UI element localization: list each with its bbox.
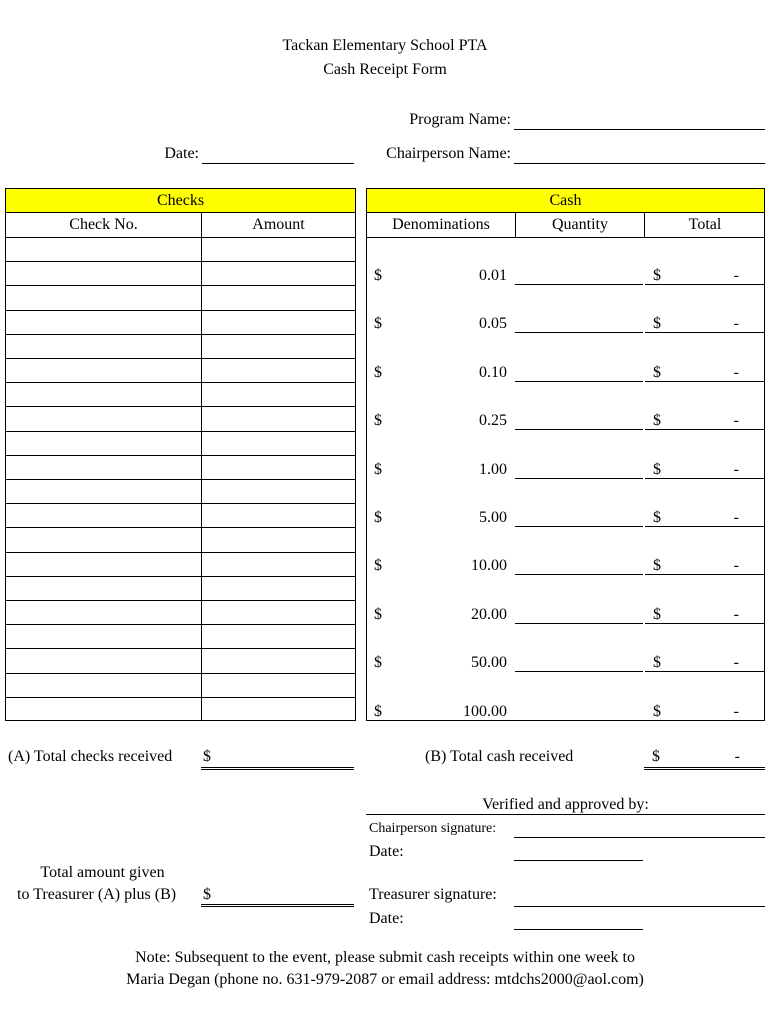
check-amount-cell[interactable]: [202, 455, 355, 479]
check-no-cell[interactable]: [6, 382, 201, 406]
denomination-value: 0.10: [479, 363, 507, 381]
check-amount-cell[interactable]: [202, 624, 355, 648]
cash-header: Cash: [367, 189, 764, 213]
quantity-field[interactable]: [515, 526, 643, 527]
denomination-currency: $: [374, 412, 382, 430]
treasurer-total-field[interactable]: [201, 904, 354, 907]
check-no-cell[interactable]: [6, 358, 201, 382]
chair-date-field[interactable]: [514, 860, 643, 861]
denomination-currency: $: [374, 557, 382, 575]
check-no-cell[interactable]: [6, 334, 201, 358]
check-no-cell[interactable]: [6, 552, 201, 576]
check-no-cell[interactable]: [6, 503, 201, 527]
check-no-cell[interactable]: [6, 576, 201, 600]
denomination-value: 100.00: [463, 702, 507, 720]
total-currency: $: [653, 267, 661, 284]
total-checks-currency: $: [203, 748, 211, 765]
check-no-cell[interactable]: [6, 697, 201, 721]
chair-signature-field[interactable]: [514, 837, 765, 838]
cash-header-rule: [367, 237, 764, 238]
check-amount-cell[interactable]: [202, 261, 355, 285]
check-no-cell[interactable]: [6, 624, 201, 648]
check-amount-cell[interactable]: [202, 576, 355, 600]
quantity-field[interactable]: [515, 429, 643, 430]
total-cash-label: (B) Total cash received: [425, 748, 574, 765]
total-value: -: [733, 267, 739, 284]
check-amount-cell[interactable]: [202, 382, 355, 406]
check-no-cell[interactable]: [6, 455, 201, 479]
check-amount-cell[interactable]: [202, 552, 355, 576]
quantity-field[interactable]: [515, 574, 643, 575]
treasurer-signature-field[interactable]: [514, 906, 765, 907]
school-title: Tackan Elementary School PTA: [282, 37, 488, 54]
program-name-label: Program Name:: [409, 111, 511, 128]
total-value: -: [733, 702, 739, 720]
cash-row: [367, 554, 764, 578]
check-amount-cell[interactable]: [202, 334, 355, 358]
total-value: -: [733, 557, 739, 575]
total-header: Total: [688, 216, 722, 233]
denomination-currency: $: [374, 460, 382, 478]
checks-header: Checks: [6, 189, 355, 213]
total-currency: $: [653, 605, 661, 623]
cash-table: [366, 188, 765, 721]
treasurer-date-field[interactable]: [514, 929, 643, 930]
denomination-value: 1.00: [479, 460, 507, 478]
check-no-cell[interactable]: [6, 479, 201, 503]
denomination-currency: $: [374, 315, 382, 333]
cash-col-divider-1: [515, 213, 516, 237]
total-cash-value: -: [734, 748, 740, 765]
denomination-value: 0.25: [479, 412, 507, 430]
chairperson-name-label: Chairperson Name:: [386, 145, 511, 162]
total-value: -: [733, 315, 739, 333]
verified-heading: Verified and approved by:: [482, 796, 649, 813]
treasurer-total-currency: $: [203, 886, 211, 903]
check-amount-cell[interactable]: [202, 431, 355, 455]
cash-row: [367, 409, 764, 433]
denomination-value: 10.00: [471, 557, 507, 575]
check-amount-cell[interactable]: [202, 479, 355, 503]
denominations-header: Denominations: [392, 216, 490, 233]
treasurer-total-line2: to Treasurer (A) plus (B): [17, 886, 177, 903]
total-currency: $: [653, 460, 661, 478]
program-name-field[interactable]: [514, 129, 765, 130]
check-no-cell[interactable]: [6, 237, 201, 261]
cash-row: [367, 458, 764, 482]
quantity-field[interactable]: [515, 332, 643, 333]
total-value: -: [733, 363, 739, 381]
check-amount-cell[interactable]: [202, 697, 355, 721]
check-no-cell[interactable]: [6, 673, 201, 697]
cash-row: [367, 361, 764, 385]
denomination-value: 0.05: [479, 315, 507, 333]
total-value: -: [733, 412, 739, 430]
total-cash-field[interactable]: [644, 767, 765, 770]
note-line-2: Maria Degan (phone no. 631-979-2087 or email address: mtdchs2000@aol.com): [126, 971, 644, 988]
check-no-cell[interactable]: [6, 648, 201, 672]
date-field[interactable]: [202, 163, 354, 164]
denomination-currency: $: [374, 509, 382, 526]
check-no-cell[interactable]: [6, 527, 201, 551]
total-value: -: [733, 509, 739, 526]
note-line-1: Note: Subsequent to the event, please submit cash receipts within one week to: [135, 949, 635, 966]
denomination-value: 50.00: [471, 654, 507, 672]
total-checks-label: (A) Total checks received: [8, 748, 173, 765]
chair-signature-label: Chairperson signature:: [369, 821, 497, 836]
total-currency: $: [653, 557, 661, 575]
check-no-cell[interactable]: [6, 285, 201, 309]
verified-rule: [366, 814, 765, 815]
chair-date-label: Date:: [369, 843, 404, 860]
cash-row: [367, 651, 764, 675]
check-no-cell[interactable]: [6, 406, 201, 430]
total-currency: $: [653, 509, 661, 526]
check-amount-cell[interactable]: [202, 285, 355, 309]
check-amount-cell[interactable]: [202, 673, 355, 697]
check-amount-cell[interactable]: [202, 600, 355, 624]
check-amount-cell[interactable]: [202, 527, 355, 551]
denomination-value: 5.00: [479, 509, 507, 526]
checks-table: [5, 188, 356, 721]
denomination-value: 20.00: [471, 605, 507, 623]
quantity-field[interactable]: [515, 478, 643, 479]
cash-col-divider-2: [644, 213, 645, 237]
quantity-header: Quantity: [552, 216, 608, 233]
cash-row: [367, 506, 764, 530]
total-currency: $: [653, 363, 661, 381]
denomination-currency: $: [374, 702, 382, 720]
chairperson-name-field[interactable]: [514, 163, 765, 164]
total-currency: $: [653, 702, 661, 720]
treasurer-signature-label: Treasurer signature:: [369, 886, 497, 903]
quantity-field[interactable]: [515, 381, 643, 382]
cash-row: [367, 312, 764, 336]
denomination-currency: $: [374, 605, 382, 623]
total-checks-field[interactable]: [201, 767, 354, 770]
check-amount-cell[interactable]: [202, 648, 355, 672]
quantity-field[interactable]: [515, 284, 643, 285]
date-label: Date:: [164, 145, 199, 162]
total-cash-currency: $: [652, 748, 660, 765]
total-currency: $: [653, 315, 661, 333]
total-value: -: [733, 654, 739, 672]
quantity-field[interactable]: [515, 671, 643, 672]
total-currency: $: [653, 654, 661, 672]
treasurer-total-line1: Total amount given: [40, 864, 165, 881]
check-amount-cell[interactable]: [202, 310, 355, 334]
amount-header: Amount: [252, 216, 305, 233]
check-amount-cell[interactable]: [202, 358, 355, 382]
denomination-value: 0.01: [479, 267, 507, 284]
check-amount-cell[interactable]: [202, 237, 355, 261]
check-no-header: Check No.: [69, 216, 138, 233]
denomination-currency: $: [374, 654, 382, 672]
denomination-currency: $: [374, 363, 382, 381]
cash-row: [367, 264, 764, 288]
cash-row: [367, 603, 764, 627]
check-no-cell[interactable]: [6, 600, 201, 624]
check-amount-cell[interactable]: [202, 503, 355, 527]
total-value: -: [733, 605, 739, 623]
total-currency: $: [653, 412, 661, 430]
quantity-field[interactable]: [515, 720, 643, 721]
quantity-field[interactable]: [515, 623, 643, 624]
treasurer-date-label: Date:: [369, 910, 404, 927]
total-value: -: [733, 460, 739, 478]
denomination-currency: $: [374, 267, 382, 284]
form-title: Cash Receipt Form: [323, 61, 447, 78]
check-no-cell[interactable]: [6, 310, 201, 334]
check-amount-cell[interactable]: [202, 406, 355, 430]
cash-row: [367, 700, 764, 724]
check-no-cell[interactable]: [6, 261, 201, 285]
check-no-cell[interactable]: [6, 431, 201, 455]
